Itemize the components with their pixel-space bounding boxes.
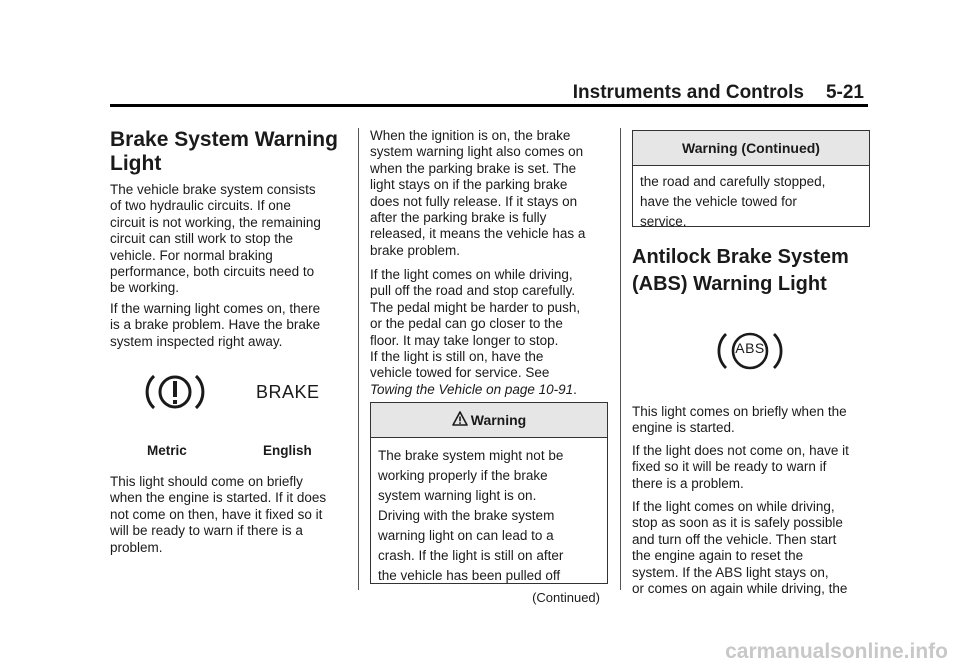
watermark: carmanualsonline.info <box>725 640 948 663</box>
brake-heading-line1: Brake System Warning <box>110 128 338 151</box>
header-text <box>573 82 864 104</box>
warning-continued-body: the road and carefully stopped, have the vehicle towed for service. <box>640 174 826 229</box>
towing-xref-link[interactable]: Towing the Vehicle on page 10-91 <box>370 381 574 397</box>
metric-label: Metric <box>147 443 187 458</box>
warning-body: The brake system might not be working properly if the brake system warning light is on. Driving with the brake system warning light on can lead to a crash. If the light is still on after the vehicle has been pulled off (Continued) <box>371 438 607 612</box>
column-divider-right <box>620 128 621 590</box>
page-header <box>110 80 868 107</box>
brake-section-heading <box>110 128 338 176</box>
brake-warning-symbol-icon <box>142 368 208 416</box>
abs-para-2: If the light does not come on, have it fixed so it will be ready to warn if there is a problem. <box>632 443 849 491</box>
abs-para-3: If the light comes on while driving, stop as soon as it is safely possible and turn off the vehicle. Then start the engine again to reset the system. If the ABS light stays on, or comes on again while driving, the <box>632 499 848 597</box>
brake-para-3: This light should come on briefly when the engine is started. If it does not come on then, have it fixed so it will be ready to warn if there is a problem. <box>110 474 327 555</box>
abs-section-heading <box>632 244 849 298</box>
section-title: Instruments and Controls <box>572 82 804 103</box>
page-number: 5-21 <box>825 82 864 103</box>
abs-heading-line1: Antilock Brake System <box>632 246 849 268</box>
brake-heading-line2: Light <box>110 152 162 175</box>
abs-icon-text: ABS <box>735 340 765 356</box>
warning-continued: (Continued) <box>532 590 600 605</box>
brake-warning-box <box>370 402 608 605</box>
brake-para-2: If the warning light comes on, there is a brake problem. Have the brake system inspected right away. <box>110 301 321 349</box>
warning-continued-box <box>632 130 870 227</box>
warning-title: Warning <box>470 412 527 428</box>
brake-para-1: The vehicle brake system consists of two hydraulic circuits. If one circuit is not working, the remaining circuit can still work to stop the vehicle. For normal braking performance, both circuits need to be working. <box>110 182 321 296</box>
driving-light-para: If the light comes on while driving, pull off the road and stop carefully. The pedal might be harder to push, or the pedal can go closer to the floor. It may take longer to stop. If the light is still on, have the vehicle towed for service. See Towing the Vehicle on page 10-91. <box>370 267 581 397</box>
brake-text-icon: BRAKE <box>256 382 320 402</box>
abs-para-1: This light comes on briefly when the engine is started. <box>632 404 847 436</box>
parking-brake-para: When the ignition is on, the brake system warning light also comes on when the parking brake is set. The light stays on if the parking brake does not fully release. If it stays on after the parking brake is fully released, it means the vehicle has a brake problem. <box>370 128 586 258</box>
warning-triangle-icon <box>452 411 468 427</box>
abs-heading-line2: (ABS) Warning Light <box>632 273 827 295</box>
warning-header <box>371 403 607 438</box>
english-label: English <box>263 443 312 458</box>
warning-continued-header: Warning (Continued) <box>633 131 869 166</box>
column-divider-left <box>358 128 359 590</box>
